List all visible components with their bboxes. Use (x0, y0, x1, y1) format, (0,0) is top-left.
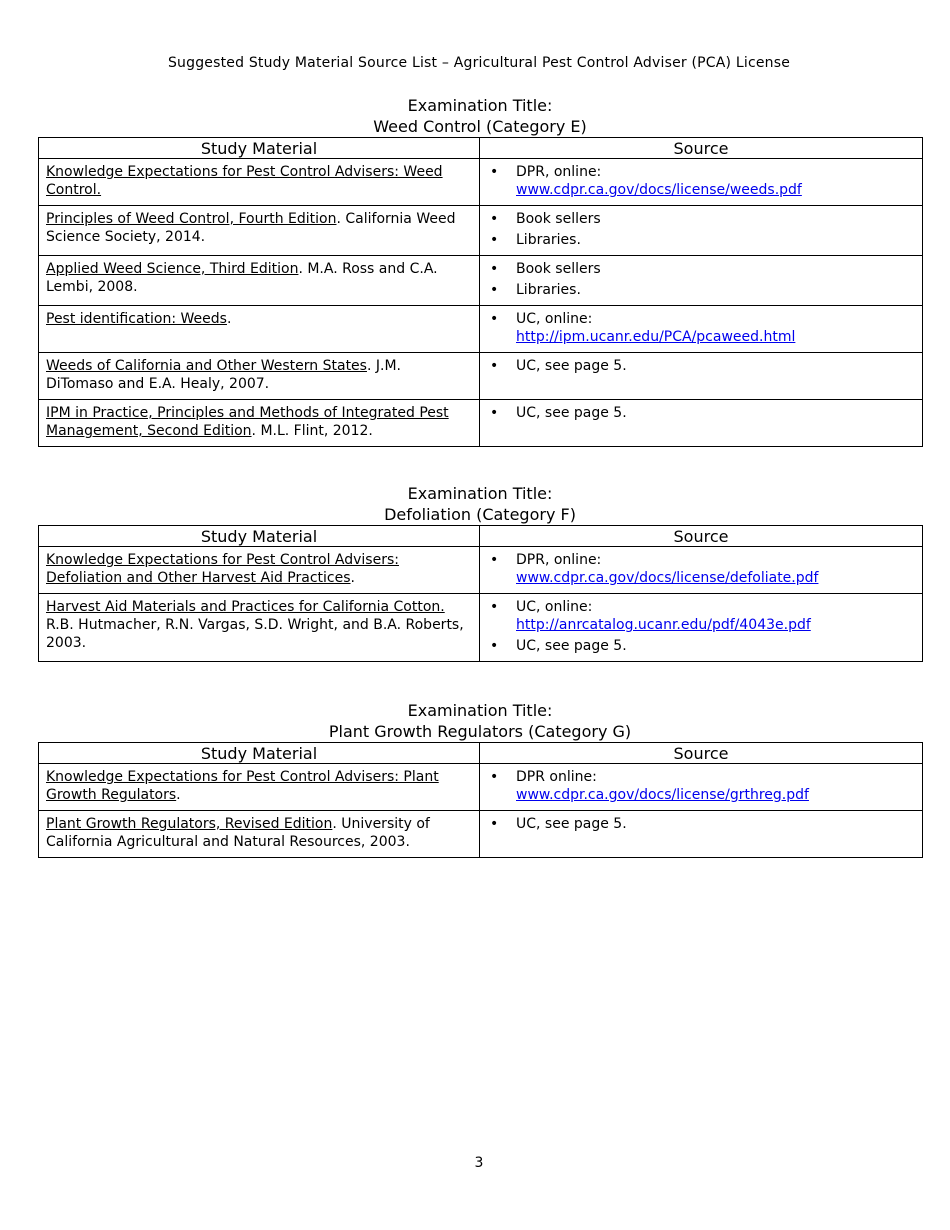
source-item (487, 163, 915, 199)
source-item (487, 310, 915, 346)
source-text: UC, see page 5. (516, 358, 627, 374)
exam-title-block (38, 700, 922, 742)
material-title: Weeds of California and Other Western States (46, 358, 367, 374)
source-text: UC, see page 5. (516, 816, 627, 832)
source-list (487, 815, 915, 833)
exam-title-block (38, 483, 922, 525)
material-title: Knowledge Expectations for Pest Control Advisers: Defoliation and Other Harvest Aid Practices (46, 552, 399, 586)
source-text: Libraries. (516, 282, 581, 298)
source-list (487, 310, 915, 346)
material-details: . M.L. Flint, 2012. (251, 423, 373, 439)
source-list (487, 551, 915, 587)
source-list (487, 598, 915, 655)
material-details: . (226, 311, 232, 327)
study-material-cell (39, 353, 480, 400)
table-row (39, 206, 923, 256)
column-header-source: Source (480, 526, 923, 547)
source-list (487, 260, 915, 299)
table-row (39, 594, 923, 662)
table-header-row (39, 743, 923, 764)
column-header-study-material: Study Material (39, 526, 480, 547)
exam-title-label: Examination Title: (407, 484, 553, 503)
source-cell (480, 594, 923, 662)
exam-title-name: Weed Control (Category E) (373, 117, 587, 136)
study-material-table (38, 525, 923, 662)
study-material-cell (39, 400, 480, 447)
study-material-cell (39, 547, 480, 594)
source-list (487, 357, 915, 375)
source-cell (480, 764, 923, 811)
study-material-cell (39, 206, 480, 256)
material-title: Plant Growth Regulators, Revised Edition (46, 816, 333, 832)
table-row (39, 547, 923, 594)
material-title: Principles of Weed Control, Fourth Edition (46, 211, 337, 227)
source-text: Book sellers (516, 261, 601, 277)
exam-title-label: Examination Title: (407, 701, 553, 720)
source-cell (480, 256, 923, 306)
exam-title-label: Examination Title: (407, 96, 553, 115)
source-item (487, 551, 915, 587)
source-item (487, 815, 915, 833)
column-header-study-material: Study Material (39, 743, 480, 764)
table-row (39, 256, 923, 306)
source-item (487, 598, 915, 634)
source-link[interactable]: www.cdpr.ca.gov/docs/license/defoliate.pdf (516, 570, 819, 586)
source-text: DPR online: (516, 769, 597, 785)
source-cell (480, 306, 923, 353)
source-link[interactable]: www.cdpr.ca.gov/docs/license/grthreg.pdf (516, 787, 809, 803)
source-cell (480, 547, 923, 594)
source-cell (480, 400, 923, 447)
source-list (487, 768, 915, 804)
source-text: Book sellers (516, 211, 601, 227)
exam-title-name: Plant Growth Regulators (Category G) (328, 722, 632, 741)
study-material-table (38, 137, 923, 447)
material-title: Harvest Aid Materials and Practices for California Cotton. (46, 599, 445, 615)
source-cell (480, 159, 923, 206)
table-row (39, 353, 923, 400)
source-list (487, 210, 915, 249)
column-header-source: Source (480, 138, 923, 159)
source-list (487, 404, 915, 422)
material-details: . California Weed Science Society, 2014. (46, 211, 456, 245)
exam-title-block (38, 95, 922, 137)
material-title: Knowledge Expectations for Pest Control Advisers: Plant Growth Regulators (46, 769, 439, 803)
source-list (487, 163, 915, 199)
source-item (487, 768, 915, 804)
table-row (39, 811, 923, 858)
material-details: R.B. Hutmacher, R.N. Vargas, S.D. Wright, and B.A. Roberts, 2003. (46, 617, 464, 651)
material-details: . (350, 570, 355, 586)
exam-section-weed-control (38, 95, 922, 447)
source-item (487, 281, 915, 299)
source-link[interactable]: http://anrcatalog.ucanr.edu/pdf/4043e.pdf (516, 617, 811, 633)
table-row (39, 159, 923, 206)
source-item (487, 404, 915, 422)
page-number: 3 (474, 1155, 484, 1171)
source-text: Libraries. (516, 232, 581, 248)
source-text: UC, online: (516, 599, 593, 615)
study-material-cell (39, 594, 480, 662)
source-item (487, 637, 915, 655)
study-material-table (38, 742, 923, 858)
study-material-cell (39, 306, 480, 353)
material-details: . M.A. Ross and C.A. Lembi, 2008. (46, 261, 438, 295)
source-cell (480, 206, 923, 256)
table-row (39, 764, 923, 811)
study-material-cell (39, 764, 480, 811)
study-material-cell (39, 256, 480, 306)
material-details: . J.M. DiTomaso and E.A. Healy, 2007. (46, 358, 401, 392)
material-details: . (176, 787, 181, 803)
table-row (39, 306, 923, 353)
table-header-row (39, 526, 923, 547)
source-item (487, 210, 915, 228)
source-item (487, 231, 915, 249)
material-title: Pest identification: Weeds (46, 311, 227, 327)
source-text: DPR, online: (516, 164, 602, 180)
page-header: Suggested Study Material Source List – Agricultural Pest Control Adviser (PCA) License (167, 55, 791, 71)
source-link[interactable]: http://ipm.ucanr.edu/PCA/pcaweed.html (516, 329, 796, 345)
column-header-study-material: Study Material (39, 138, 480, 159)
material-title: Knowledge Expectations for Pest Control Advisers: Weed Control. (46, 164, 443, 198)
column-header-source: Source (480, 743, 923, 764)
material-title: Applied Weed Science, Third Edition (46, 261, 299, 277)
source-text: DPR, online: (516, 552, 602, 568)
source-cell (480, 353, 923, 400)
source-item (487, 260, 915, 278)
exam-title-name: Defoliation (Category F) (384, 505, 576, 524)
material-title: IPM in Practice, Principles and Methods of Integrated Pest Management, Second Edition (46, 405, 449, 439)
source-cell (480, 811, 923, 858)
study-material-cell (39, 159, 480, 206)
source-text: UC, see page 5. (516, 405, 627, 421)
study-material-cell (39, 811, 480, 858)
source-item (487, 357, 915, 375)
table-row (39, 400, 923, 447)
exam-section-plant-growth-regulators (38, 700, 922, 858)
table-header-row (39, 138, 923, 159)
source-text: UC, see page 5. (516, 638, 627, 654)
exam-section-defoliation (38, 483, 922, 662)
material-details: . University of California Agricultural and Natural Resources, 2003. (46, 816, 430, 850)
source-text: UC, online: (516, 311, 593, 327)
source-link[interactable]: www.cdpr.ca.gov/docs/license/weeds.pdf (516, 182, 802, 198)
